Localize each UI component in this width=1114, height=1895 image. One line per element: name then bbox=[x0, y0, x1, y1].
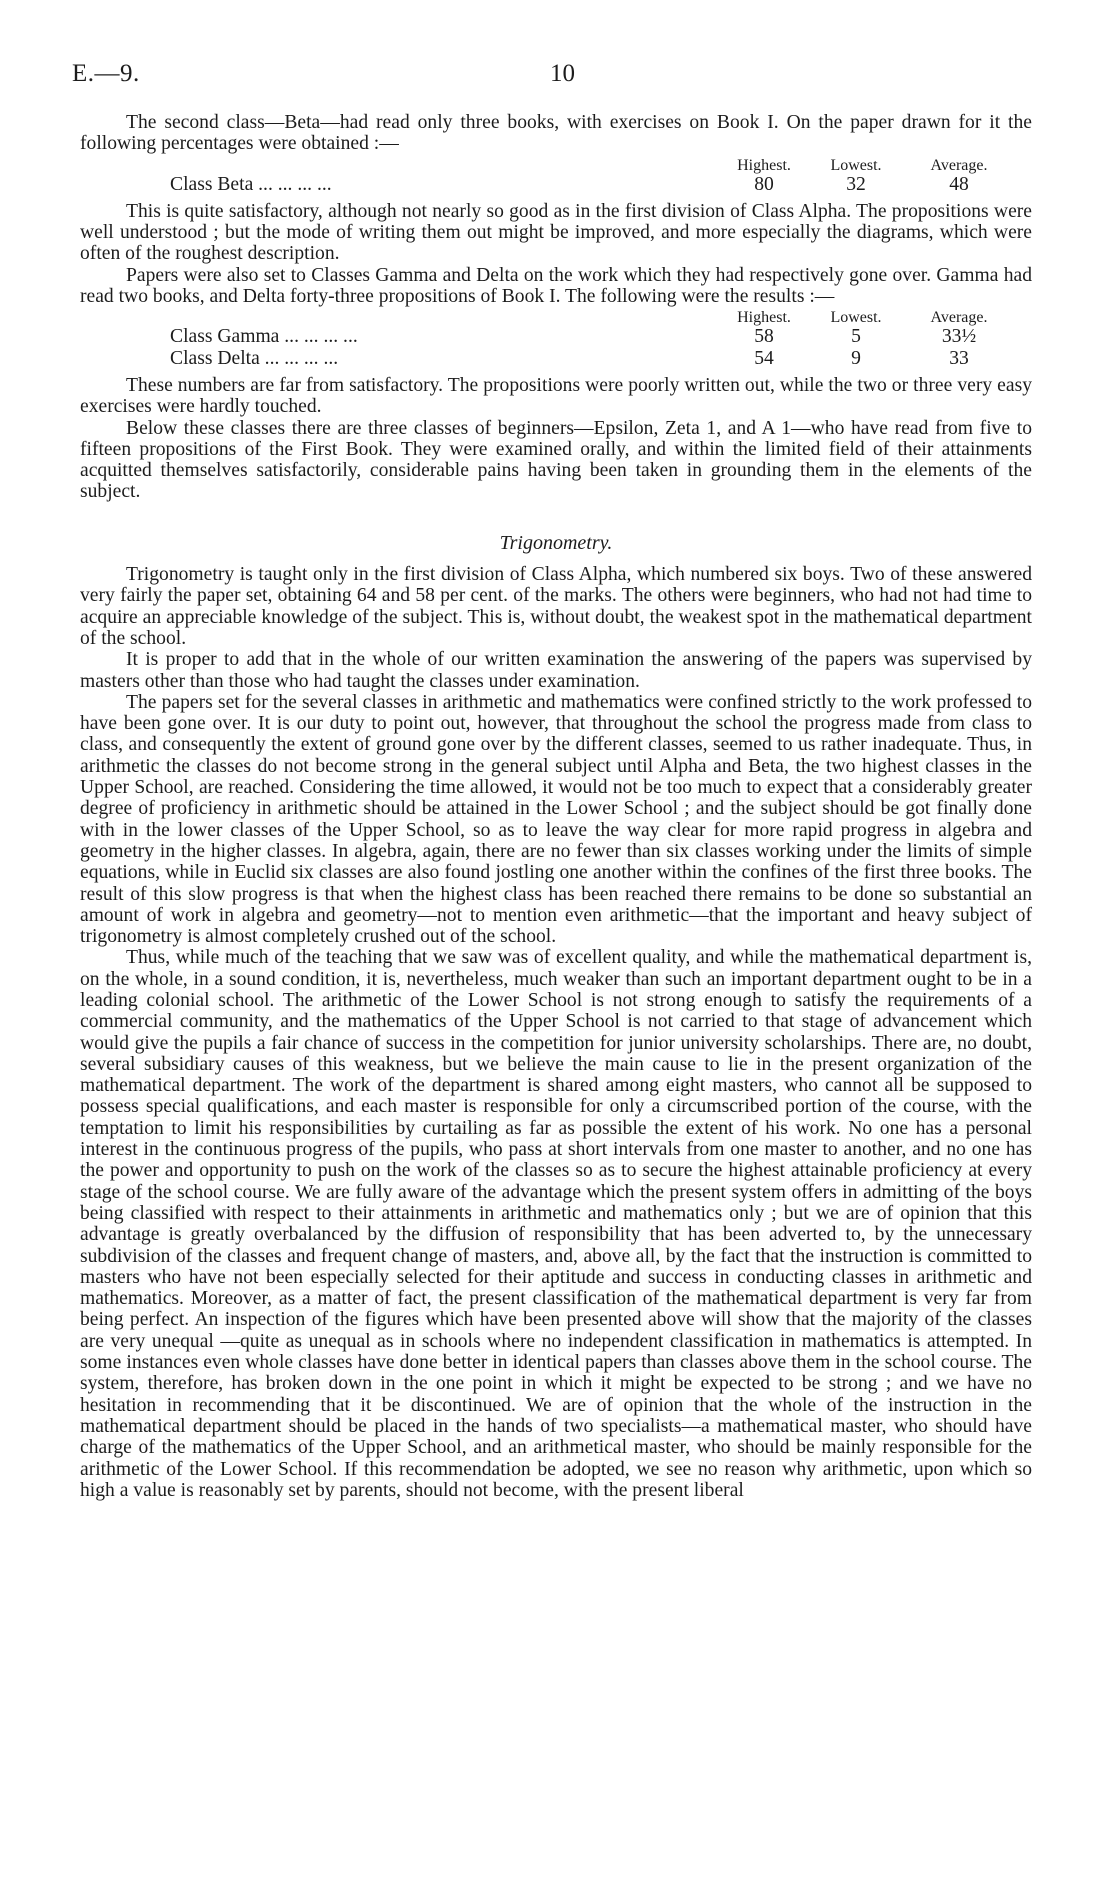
cell-lowest: 32 bbox=[846, 173, 866, 195]
page-code: E.—9. bbox=[72, 60, 140, 87]
column-header-highest: Highest. bbox=[737, 156, 791, 174]
cell-lowest: 5 bbox=[851, 326, 861, 348]
column-header-lowest: Lowest. bbox=[830, 156, 882, 174]
table-header-row bbox=[80, 155, 1032, 174]
cell-highest: 58 bbox=[754, 326, 774, 348]
cell-average: 33 bbox=[949, 347, 969, 369]
cell-lowest: 9 bbox=[851, 347, 861, 369]
column-header-highest: Highest. bbox=[737, 309, 791, 327]
paragraph: These numbers are far from satisfactory. The propositions were poorly written out, while the two or three very easy exercises were hardly touched. bbox=[80, 374, 1032, 418]
table-row bbox=[80, 174, 1032, 195]
row-label: Class Delta ... ... ... ... bbox=[170, 347, 339, 369]
page-header bbox=[72, 60, 1042, 100]
cell-average: 33½ bbox=[941, 326, 977, 348]
paragraph: The second class—Beta—had read only three books, with exercises on Book I. On the paper drawn for it the following percentages were obtained :— bbox=[80, 112, 1032, 155]
cell-highest: 54 bbox=[754, 347, 774, 369]
table-row bbox=[80, 326, 1032, 347]
table-header-row bbox=[80, 307, 1032, 326]
body-text bbox=[80, 112, 1032, 1501]
paragraph: The papers set for the several classes in arithmetic and mathematics were confined strictly to the work professed to have been gone over. It is our duty to point out, however, that throughout the school the progress made from class to class, and consequently the extent of ground gone over by the different classes, seemed to us rather inadequate. Thus, in arithmetic the classes do not become strong in the general subject until Alpha and Beta, the two highest classes in the Upper School, are reached. Considering the time allowed, it would not be too much to expect that a considerably greater degree of proficiency in arithmetic should be attained in the Lower School ; and the subject should be got finally done with in the lower classes of the Upper School, so as to leave the way clear for more rapid progress in algebra and geometry in the higher classes. In algebra, again, there are no fewer than six classes working under the limits of simple equations, while in Euclid six classes are also found jostling one another within the confines of the first three books. The result of this slow progress is that when the highest class has been reached there remains to be done so substantial an amount of work in algebra and geometry—not to mention even arithmetic—that the important and heavy subject of trigonometry is almost completely crushed out of the school. bbox=[80, 691, 1032, 948]
paragraph: It is proper to add that in the whole of our written examination the answering of the papers was supervised by masters other than those who had taught the classes under examination. bbox=[80, 649, 1032, 692]
column-header-lowest: Lowest. bbox=[830, 309, 882, 327]
section-heading: Trigonometry. bbox=[499, 531, 613, 554]
cell-highest: 80 bbox=[754, 173, 774, 195]
table-row bbox=[80, 348, 1032, 369]
page-number: 10 bbox=[550, 60, 575, 87]
paragraph: Below these classes there are three classes of beginners—Epsilon, Zeta 1, and A 1—who have read from five to fifteen propositions of the First Book. They were examined orally, and within the limited field of their attainments acquitted themselves satisfactorily, considerable pains having been taken in grounding them in the elements of the subject. bbox=[80, 417, 1032, 503]
paragraph: This is quite satisfactory, although not nearly so good as in the first division of Class Alpha. The propositions were well understood ; but the mode of writing them out might be improved, and more especially the diagrams, which were often of the roughest description. bbox=[80, 200, 1032, 265]
column-header-average: Average. bbox=[930, 309, 988, 327]
row-label: Class Beta ... ... ... ... bbox=[170, 173, 332, 195]
column-header-average: Average. bbox=[930, 156, 988, 174]
results-table-beta bbox=[80, 155, 1032, 195]
cell-average: 48 bbox=[949, 173, 969, 195]
row-label: Class Gamma ... ... ... ... bbox=[170, 326, 358, 348]
paragraph: Trigonometry is taught only in the first division of Class Alpha, which numbered six boys. Two of these answered very fairly the paper set, obtaining 64 and 58 per cent. of the marks. The others were beginners, who had not had time to acquire an appreciable knowledge of the subject. This is, without doubt, the weakest spot in the mathematical department of the school. bbox=[80, 564, 1032, 649]
results-table-gamma-delta bbox=[80, 307, 1032, 369]
paragraph: Thus, while much of the teaching that we saw was of excellent quality, and while the mathematical department is, on the whole, in a sound condition, it is, nevertheless, much weaker than such an important department ought to be in a leading colonial school. The arithmetic of the Lower School is not strong enough to satisfy the requirements of a commercial community, and the mathematics of the Upper School is not carried to that stage of advancement which would give the pupils a fair chance of success in the competition for junior university scholarships. There are, no doubt, several subsidiary causes of this weakness, but we believe the main cause to lie in the present organization of the mathematical department. The work of the department is shared among eight masters, who cannot all be supposed to possess special qualifications, and each master is responsible for only a circumscribed portion of the course, with the temptation to limit his responsibilities by curtailing as far as possible the extent of his work. No one has a personal interest in the continuous progress of the pupils, who pass at short intervals from one master to another, and no one has the power and opportunity to push on the work of the classes so as to secure the highest attainable proficiency at every stage of the school course. We are fully aware of the advantage which the present system offers in admitting of the boys being classified with respect to their attainments in arithmetic and mathematics only ; but we are of opinion that this advantage is greatly overbalanced by the diffusion of responsibility that has been adverted to, by the unnecessary subdivision of the classes and frequent change of masters, and, above all, by the fact that the instruction is committed to masters who have not been especially selected for their aptitude and success in conducting classes in arithmetic and mathematics. Moreover, as a matter of fact, the present classification of the mathematical department is very far from being perfect. An inspection of the figures which have been presented above will show that the majority of the classes are very unequal —quite as unequal as in schools where no independent classification in mathematics is attempted. In some instances even whole classes have done better in identical papers than classes above them in the school course. The system, therefore, has broken down in the one point in which it might be expected to be strong ; and we have no hesitation in recommending that it be discontinued. We are of opinion that the whole of the instruction in the mathematical department should be placed in the hands of two specialists—a mathematical master, who should have charge of the mathematics of the Upper School, and an arithmetical master, who should be mainly responsible for the arithmetic of the Lower School. If this recommendation be adopted, we see no reason why arithmetic, upon which so high a value is reasonably set by parents, should not become, with the present liberal bbox=[80, 947, 1032, 1501]
paragraph: Papers were also set to Classes Gamma and Delta on the work which they had respectively gone over. Gamma had read two books, and Delta forty-three propositions of Book I. The following were the results :— bbox=[80, 264, 1032, 308]
